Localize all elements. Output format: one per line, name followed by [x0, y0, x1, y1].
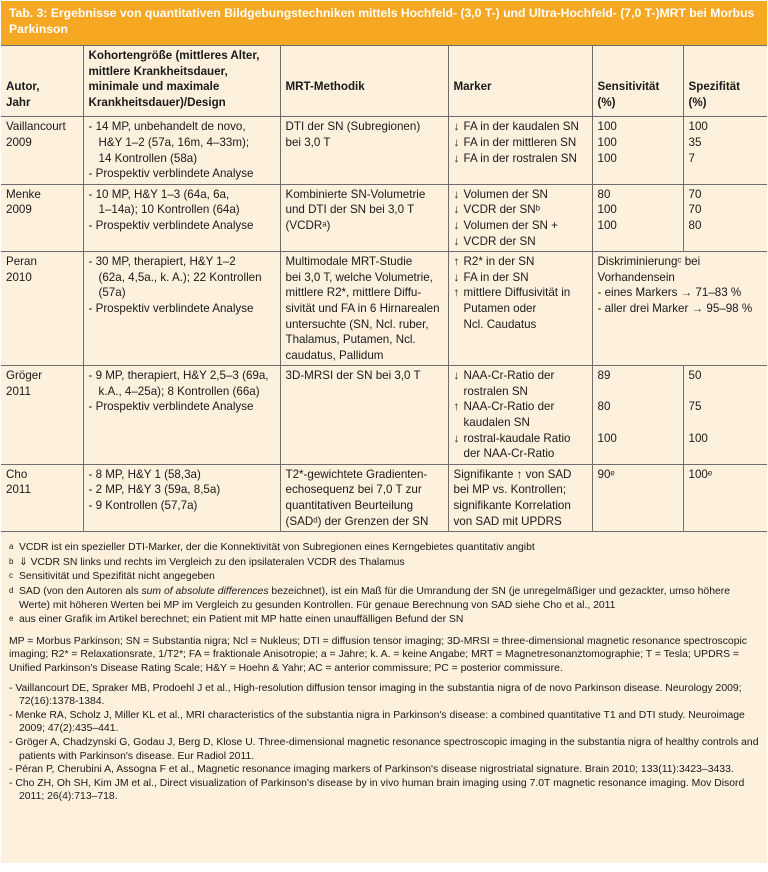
references [9, 682, 761, 804]
cell-line: 100 [688, 431, 708, 445]
marker-text: FA in der mittleren SN [463, 135, 577, 149]
header-author: Autor, Jahr [1, 46, 83, 117]
cell-line: 100 [597, 218, 617, 232]
cell-line: 100 [597, 203, 617, 217]
footnote: c Sensitivität und Spezifität nicht angegeben [9, 571, 215, 583]
cell-line: 2009 [6, 135, 32, 149]
cell-line: 14 Kontrollen (58a) [98, 151, 198, 165]
cell-method [280, 117, 448, 184]
cell-line: signifikante Korrelation [453, 499, 571, 513]
cell-line: 100 [597, 120, 617, 134]
cell-line: mittlere R2*, mittlere Diffu- [285, 286, 422, 300]
footnote-marker: c [9, 571, 13, 581]
marker-line [454, 446, 588, 462]
marker-line [454, 135, 588, 151]
cell-sensitivity [592, 117, 683, 184]
marker-text: VCDR der SN [463, 234, 536, 248]
cell-cohort [83, 252, 280, 366]
marker-text: rostralen SN [463, 384, 528, 398]
reference: - Vaillancourt DE, Spraker MB, Prodoehl J et al., High-resolution diffusion tensor imaging in the substantia nigra of de novo Parkinson disease. Neurology 2009; 72(16):1378-1384. [9, 682, 742, 708]
cell-line: 70 [688, 187, 702, 201]
cell-line: 2011 [6, 483, 31, 497]
cell-author [1, 184, 83, 251]
cell-line: 80 [597, 187, 611, 201]
cell-line: - 9 MP, therapiert, H&Y 2,5–3 (69a, [88, 369, 269, 383]
marker-text: mittlere Diffusivität in [463, 286, 571, 300]
table-row [1, 464, 767, 531]
cell-line: 2011 [6, 384, 31, 398]
cell-line: Thalamus, Putamen, Ncl. [285, 333, 416, 347]
reference: - Péran P, Cherubini A, Assogna F et al., Magnetic resonance imaging markers of Parkinson's disease nigrostriatal signature. Brain 2010; 133(11):3423–3433. [9, 764, 734, 776]
cell-line: Peran [6, 255, 37, 269]
cell-method [280, 464, 448, 531]
marker-line [454, 119, 588, 135]
arrow-down-icon: ↓ [453, 135, 460, 149]
cell-line: T2*-gewichtete Gradienten- [285, 467, 428, 481]
arrow-down-icon: ↓ [453, 270, 460, 284]
cell-line: Diskriminierungᶜ bei [597, 255, 701, 269]
cell-specificity [683, 117, 767, 184]
cell-line: bei 3,0 T, welche Volumetrie, [285, 270, 433, 284]
table-page [1, 1, 767, 863]
marker-text: R2* in der SN [463, 255, 535, 269]
cell-line: 100 [597, 431, 617, 445]
cell-cohort [83, 464, 280, 531]
cell-discrimination [592, 252, 767, 366]
cell-line: 80 [688, 218, 702, 232]
cell-line: - Prospektiv verblindete Analyse [88, 167, 254, 181]
cell-marker [448, 464, 592, 531]
cell-line: 3D-MRSI der SN bei 3,0 T [285, 369, 421, 383]
cell-author [1, 252, 83, 366]
marker-line [454, 254, 588, 270]
cell-line: (VCDRᵃ) [285, 218, 331, 232]
cell-line: und DTI der SN bei 3,0 T [285, 203, 415, 217]
cell-line: DTI der SN (Subregionen) [285, 120, 421, 134]
marker-text: Ncl. Caudatus [463, 317, 537, 331]
footnote-italic: sum of absolute differences [141, 586, 269, 597]
cell-marker [448, 366, 592, 465]
cell-method [280, 184, 448, 251]
cell-specificity [683, 464, 767, 531]
cell-method [280, 252, 448, 366]
footnote: d SAD (von den Autoren als sum of absolute differences bezeichnet), ist ein Maß für die Umrandung der SN (je unregelmäßiger und gezackter, umso höhere Werte) mit höheren Werten bei MP im Vergleich zu gesunden Kontrollen. Für genaue Berechnung von SAD siehe Cho et al., 2011 [9, 586, 730, 611]
cell-line: - eines Markers → 71–83 % [597, 286, 742, 300]
table-row [1, 252, 767, 366]
footnote-marker: e [9, 614, 14, 624]
cell-line: von SAD mit UPDRS [453, 514, 562, 528]
cell-line: untersuchte (SN, Ncl. ruber, [285, 317, 429, 331]
cell-line: Signifikante ↑ von SAD [453, 467, 572, 481]
cell-line: Multimodale MRT-Studie [285, 255, 413, 269]
cell-line: H&Y 1–2 (57a, 16m, 4–33m); [98, 135, 250, 149]
arrow-down-icon: ↓ [453, 203, 460, 217]
header-marker: Marker [448, 46, 592, 117]
arrow-up-icon: ↑ [453, 255, 460, 269]
table-title: Tab. 3: Ergebnisse von quantitativen Bildgebungstechniken mittels Hochfeld- (3,0 T-) und Ultra-Hochfeld- (7,0 T-)MRT bei Morbus Parkinson [1, 1, 767, 45]
cell-line: bei MP vs. Kontrollen; [453, 483, 567, 497]
arrow-down-icon: ↓ [453, 187, 460, 201]
cell-author [1, 464, 83, 531]
cell-line: 75 [688, 400, 702, 414]
marker-line [454, 285, 588, 301]
footnote-marker: d [9, 586, 14, 595]
cell-line: - 10 MP, H&Y 1–3 (64a, 6a, [88, 187, 230, 201]
cell-line: (SADᵈ) der Grenzen der SN [285, 514, 429, 528]
cell-line: (62a, 4,5a., k. A.); 22 Kontrollen [98, 270, 262, 284]
cell-specificity [683, 366, 767, 465]
marker-text: NAA-Cr-Ratio der [463, 369, 555, 383]
marker-text: VCDR der SNᵇ [463, 203, 541, 217]
table-row [1, 184, 767, 251]
cell-marker [448, 184, 592, 251]
cell-line: Vaillancourt [6, 120, 66, 134]
cell-line: - 9 Kontrollen (57,7a) [88, 499, 198, 513]
cell-line: - Prospektiv verblindete Analyse [88, 218, 254, 232]
cell-line: - 2 MP, H&Y 3 (59a, 8,5a) [88, 483, 221, 497]
cell-line: 89 [597, 369, 611, 383]
header-sensitivity: Sensitivität (%) [592, 46, 683, 117]
marker-line [454, 234, 588, 250]
abbreviations: MP = Morbus Parkinson; SN = Substantia nigra; Ncl = Nukleus; DTI = diffusion tensor imaging; 3D-MRSI = three-dimensional magnetic resonance spectroscopic imaging; R2* = Relaxationsrate, 1/T2*; FA = fraktionale Anisotropie; a = Jahre; k. A. = keine Angabe; MRT = Magnetresonanztomographie; T = Tesla; UPDRS = Unified Parkinson's Disease Rating Scale; H&Y = Hoehn & Yahr; AC = anterior commissure; PC = posterior commissure. [9, 635, 747, 674]
cell-line: 100ᵉ [688, 467, 713, 481]
cell-line: - Prospektiv verblindete Analyse [88, 301, 254, 315]
cell-cohort [83, 366, 280, 465]
cell-line: k.A., 4–25a); 8 Kontrollen (66a) [98, 384, 260, 398]
marker-line [454, 187, 588, 203]
cell-line: Cho [6, 467, 28, 481]
cell-line: caudatus, Pallidum [285, 348, 384, 362]
cell-author [1, 117, 83, 184]
cell-line: 80 [597, 400, 611, 414]
arrow-down-icon: ↓ [453, 151, 460, 165]
cell-line: 70 [688, 203, 702, 217]
cell-line: 50 [688, 369, 702, 383]
marker-text: rostral-kaudale Ratio [463, 431, 571, 445]
footnotes [1, 532, 767, 804]
marker-text: FA in der kaudalen SN [463, 120, 579, 134]
cell-line: Vorhandensein [597, 270, 675, 284]
marker-text: NAA-Cr-Ratio der [463, 400, 555, 414]
reference: - Gröger A, Chadzynski G, Godau J, Berg D, Klose U. Three-dimensional magnetic resonance spectroscopic imaging in the substantia nigra of healthy controls and patients with Parkinson's disease. Eur Radiol 2011. [9, 736, 759, 762]
footnote: e aus einer Grafik im Artikel berechnet; ein Patient mit MP hatte einen unauffälligen Befund der SN [9, 614, 464, 626]
header-cohort: Kohortengröße (mittleres Alter, mittlere Krankheitsdauer, minimale und maximale Krankheitsdauer)/Design [83, 46, 280, 117]
cell-line: - 30 MP, therapiert, H&Y 1–2 [88, 255, 236, 269]
marker-line [454, 431, 588, 447]
marker-line [454, 384, 588, 400]
marker-line [454, 368, 588, 384]
cell-line: 7 [688, 151, 695, 165]
cell-author [1, 366, 83, 465]
cell-line: 1–14a); 10 Kontrollen (64a) [98, 203, 240, 217]
cell-line: Gröger [6, 369, 43, 383]
marker-text: FA in der SN [463, 270, 529, 284]
reference: - Cho ZH, Oh SH, Kim JM et al., Direct visualization of Parkinson's disease by in vivo human brain imaging using 7.0T magnetic resonance imaging. Mov Disord 2011; 26(4):713–718. [9, 777, 745, 803]
footnote: a VCDR ist ein spezieller DTI-Marker, der die Konnektivität von Subregionen eines Kerngebietes quantitativ angibt [9, 542, 535, 554]
cell-line: - 8 MP, H&Y 1 (58,3a) [88, 467, 201, 481]
cell-line: 2010 [6, 270, 32, 284]
header-row [1, 46, 767, 117]
cell-sensitivity [592, 184, 683, 251]
footnote-list [9, 540, 761, 627]
marker-line [454, 202, 588, 218]
cell-line: - aller drei Marker → 95–98 % [597, 301, 753, 315]
marker-text: kaudalen SN [463, 416, 530, 430]
cell-line: 2009 [6, 203, 32, 217]
results-table [1, 45, 767, 532]
footnote: b ⇓ VCDR SN links und rechts im Vergleich zu den ipsilateralen VCDR des Thalamus [9, 556, 405, 568]
arrow-up-icon: ↑ [453, 400, 460, 414]
arrow-down-icon: ↓ [453, 234, 460, 248]
header-method: MRT-Methodik [280, 46, 448, 117]
marker-line [454, 399, 588, 415]
arrow-up-icon: ↑ [453, 286, 460, 300]
cell-line: quantitativen Beurteilung [285, 499, 414, 513]
cell-method [280, 366, 448, 465]
cell-cohort [83, 117, 280, 184]
cell-line: echosequenz bei 7,0 T zur [285, 483, 422, 497]
cell-line: - Prospektiv verblindete Analyse [88, 400, 254, 414]
marker-line [454, 270, 588, 286]
cell-line: Menke [6, 187, 41, 201]
table-row [1, 117, 767, 184]
marker-text: FA in der rostralen SN [463, 151, 577, 165]
marker-line [454, 415, 588, 431]
arrow-down-icon: ↓ [453, 431, 460, 445]
arrow-down-icon: ↓ [453, 120, 460, 134]
marker-line [454, 301, 588, 317]
cell-sensitivity [592, 366, 683, 465]
cell-specificity [683, 184, 767, 251]
marker-text: der NAA-Cr-Ratio [463, 447, 555, 461]
marker-line [454, 218, 588, 234]
cell-line: 35 [688, 135, 702, 149]
cell-marker [448, 252, 592, 366]
reference: - Menke RA, Scholz J, Miller KL et al., MRI characteristics of the substantia nigra in Parkinson's disease: a combined quantitative T1 and DTI study. Neuroimage 2009; 47(2):435–441. [9, 709, 745, 735]
arrow-down-icon: ↓ [453, 369, 460, 383]
cell-line: (57a) [98, 286, 126, 300]
cell-line: 100 [597, 151, 617, 165]
cell-line: bei 3,0 T [285, 135, 331, 149]
cell-line: 90ᵉ [597, 467, 615, 481]
footnote-marker: b [9, 556, 14, 566]
cell-line: 100 [597, 135, 617, 149]
arrow-down-icon: ↓ [453, 218, 460, 232]
table-row [1, 366, 767, 465]
cell-cohort [83, 184, 280, 251]
marker-line [454, 151, 588, 167]
cell-line: Kombinierte SN-Volumetrie [285, 187, 426, 201]
cell-sensitivity [592, 464, 683, 531]
header-specificity: Spezifität (%) [683, 46, 767, 117]
cell-line: sivität und FA in 6 Hirnarealen [285, 301, 440, 315]
marker-text: Volumen der SN + [463, 218, 558, 232]
cell-marker [448, 117, 592, 184]
marker-text: Volumen der SN [463, 187, 548, 201]
cell-line: - 14 MP, unbehandelt de novo, [88, 120, 246, 134]
marker-line [454, 317, 588, 333]
cell-line: 100 [688, 120, 708, 134]
marker-text: Putamen oder [463, 301, 537, 315]
footnote-marker: a [9, 542, 14, 552]
